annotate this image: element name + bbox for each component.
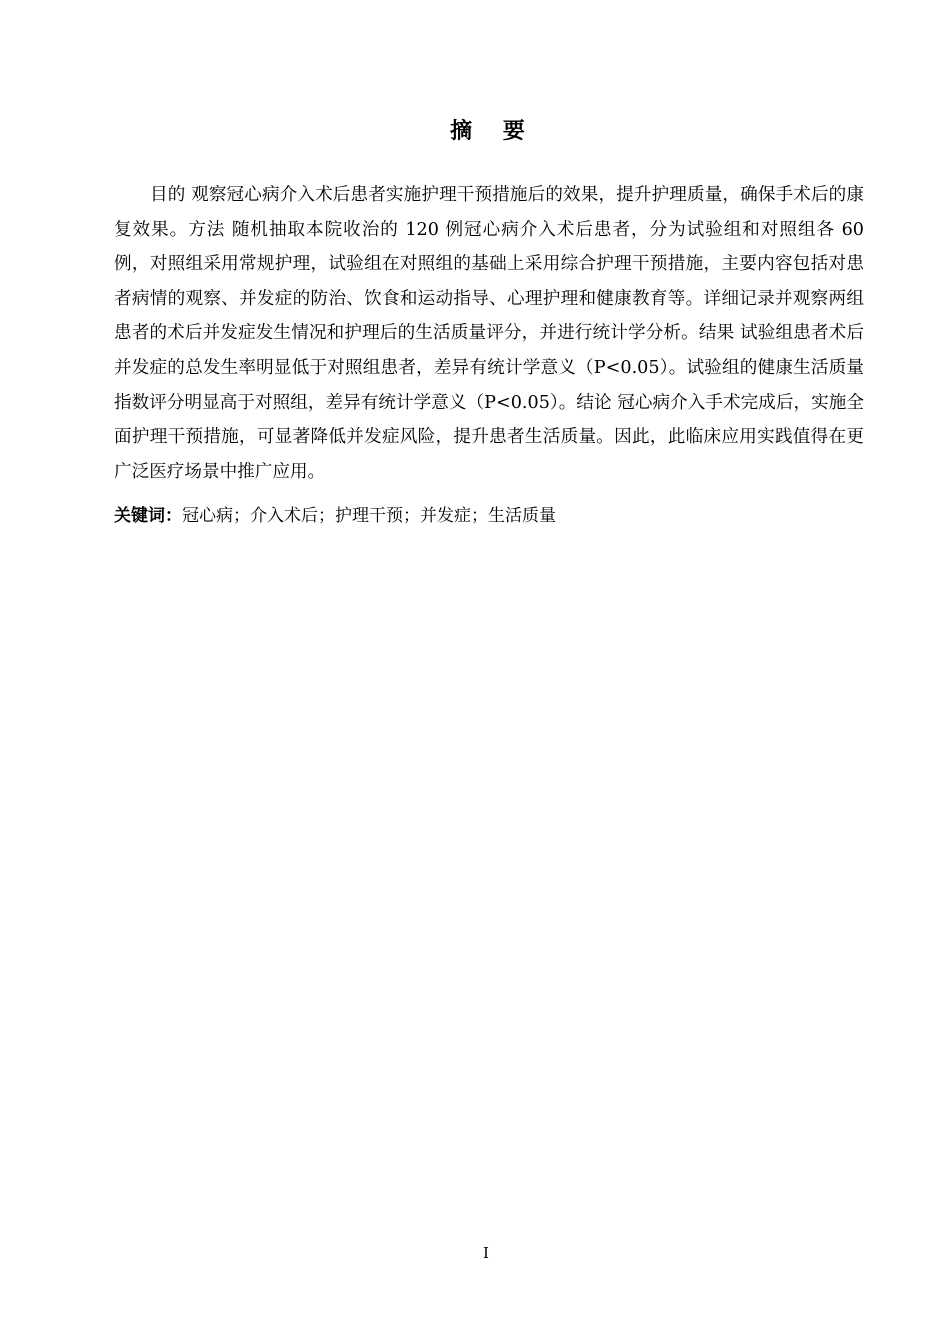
abstract-title: 摘 要 (450, 119, 525, 144)
keywords-label: 关键词： (114, 506, 182, 526)
keywords-line (114, 502, 874, 530)
abstract-body: 目的 观察冠心病介入术后患者实施护理干预措施后的效果，提升护理质量，确保手术后的康复效果。方法 随机抽取本院收治的 120 例冠心病介入术后患者，分为试验组和对照组各 60 例，对照组采用常规护理，试验组在对照组的基础上采用综合护理干预措施，主要内容包括对患者病情的观察、并发症的防治、饮食和运动指导、心理护理和健康教育等。详细记录并观察两组患者的术后并发症发生情况和护理后的生活质量评分，并进行统计学分析。结果 试验组患者术后并发症的总发生率明显低于对照组患者，差异有统计学意义（P<0.05）。试验组的健康生活质量指数评分明显高于对照组，差异有统计学意义（P<0.05）。结论 冠心病介入手术完成后，实施全面护理干预措施，可显著降低并发症风险，提升患者生活质量。因此，此临床应用实践值得在更广泛医疗场景中推广应用。 (114, 185, 864, 482)
page-number: I (483, 1244, 489, 1262)
keywords-text: 冠心病；介入术后；护理干预；并发症；生活质量 (182, 506, 556, 526)
